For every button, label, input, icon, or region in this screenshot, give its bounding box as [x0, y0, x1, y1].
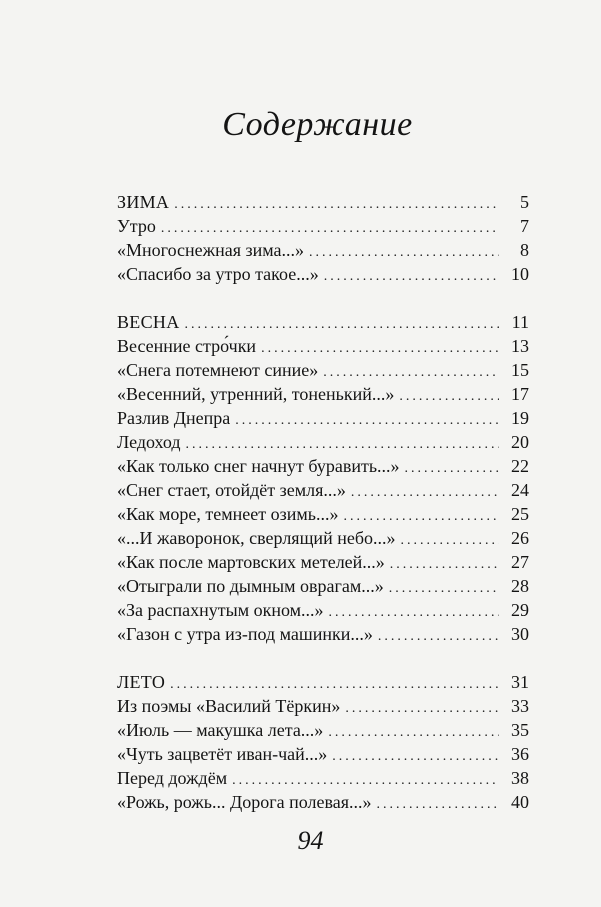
toc-entry-page: 33	[511, 696, 529, 716]
toc-entry-title: Утро	[117, 216, 156, 236]
toc-entry-title: «Чуть зацветёт иван-чай...»	[117, 744, 328, 764]
dot-leader	[332, 745, 499, 769]
toc-entry[interactable]	[117, 790, 529, 814]
dot-leader	[399, 385, 499, 409]
toc-entry-title: Весенние стро́чки	[117, 336, 257, 356]
toc-entry[interactable]	[117, 214, 529, 238]
toc-entry-title: Ледоход	[117, 432, 181, 452]
toc-entry-title: Разлив Днепра	[117, 408, 231, 428]
toc-entry[interactable]	[117, 550, 529, 574]
toc-entry-page: 30	[511, 624, 529, 644]
toc-entry-page: 20	[511, 432, 529, 452]
toc-entry-page: 29	[511, 600, 529, 620]
toc-entry-title: «Отыграли по дымным оврагам...»	[117, 576, 384, 596]
toc-entry-title: Перед дождём	[117, 768, 228, 788]
dot-leader	[174, 193, 499, 217]
toc-entry-title: ЛЕТО	[117, 672, 166, 692]
page-title: Содержание	[222, 106, 413, 143]
toc-entry[interactable]	[117, 310, 529, 334]
toc-entry[interactable]	[117, 502, 529, 526]
toc-entry-title: ЗИМА	[117, 192, 170, 212]
toc-entry[interactable]	[117, 478, 529, 502]
dot-leader	[405, 457, 499, 481]
toc-entry-page: 36	[511, 744, 529, 764]
page-number: 94	[297, 826, 324, 855]
toc-entry-title: «Рожь, рожь... Дорога полевая...»	[117, 792, 372, 812]
toc-entry-page: 11	[511, 312, 529, 332]
toc-entry[interactable]	[117, 742, 529, 766]
toc-entry-page: 38	[511, 768, 529, 788]
toc-entry[interactable]	[117, 622, 529, 646]
toc-entry[interactable]	[117, 382, 529, 406]
toc-entry[interactable]	[117, 766, 529, 790]
toc-section-spring	[117, 310, 529, 646]
toc-entry-title: «Многоснежная зима...»	[117, 240, 304, 260]
toc-entry-page: 10	[511, 264, 529, 284]
toc-entry[interactable]	[117, 670, 529, 694]
dot-leader	[400, 529, 499, 553]
toc-entry[interactable]	[117, 358, 529, 382]
dot-leader	[324, 265, 499, 289]
toc-entry[interactable]	[117, 238, 529, 262]
toc-entry[interactable]	[117, 574, 529, 598]
toc-entry-title: «Снег стает, отойдёт земля...»	[117, 480, 346, 500]
toc-entry-title: «Как море, темнеет озимь...»	[117, 504, 339, 524]
toc-entry-page: 22	[511, 456, 529, 476]
toc-entry-page: 17	[511, 384, 529, 404]
dot-leader	[345, 697, 499, 721]
toc-entry[interactable]	[117, 694, 529, 718]
dot-leader	[377, 793, 499, 817]
toc-entry-page: 40	[511, 792, 529, 812]
dot-leader	[351, 481, 499, 505]
toc-entry-page: 5	[520, 192, 529, 212]
toc-entry-page: 35	[511, 720, 529, 740]
toc-entry-page: 24	[511, 480, 529, 500]
toc-entry[interactable]	[117, 718, 529, 742]
toc-entry-title: «Как только снег начнут буравить...»	[117, 456, 400, 476]
toc-entry-page: 15	[511, 360, 529, 380]
toc-entry-page: 26	[511, 528, 529, 548]
toc-entry-page: 13	[511, 336, 529, 356]
toc-entry-page: 7	[520, 216, 529, 236]
toc-section-summer	[117, 670, 529, 814]
toc-entry-title: Из поэмы «Василий Тёркин»	[117, 696, 341, 716]
dot-leader	[378, 625, 499, 649]
dot-leader	[309, 241, 499, 265]
toc-entry-title: «За распахнутым окном...»	[117, 600, 324, 620]
toc-entry[interactable]	[117, 598, 529, 622]
toc-entry-page: 31	[511, 672, 529, 692]
dot-leader	[390, 553, 499, 577]
toc-entry[interactable]	[117, 526, 529, 550]
toc-entry[interactable]	[117, 430, 529, 454]
toc-entry-page: 28	[511, 576, 529, 596]
toc-entry-page: 27	[511, 552, 529, 572]
toc-entry-page: 25	[511, 504, 529, 524]
toc-entry[interactable]	[117, 454, 529, 478]
toc-entry-page: 19	[511, 408, 529, 428]
toc-entry[interactable]	[117, 334, 529, 358]
table-of-contents	[117, 190, 529, 838]
toc-entry-title: «Газон с утра из-под машинки...»	[117, 624, 373, 644]
dot-leader	[328, 721, 499, 745]
toc-entry-title: «Как после мартовских метелей...»	[117, 552, 385, 572]
toc-entry-title: «Снега потемнеют синие»	[117, 360, 319, 380]
toc-entry-title: «...И жаворонок, сверлящий небо...»	[117, 528, 396, 548]
toc-entry-title: «Весенний, утренний, тоненький...»	[117, 384, 395, 404]
dot-leader	[235, 409, 499, 433]
toc-entry-title: ВЕСНА	[117, 312, 180, 332]
toc-entry-title: «Июль — макушка лета...»	[117, 720, 324, 740]
toc-entry[interactable]	[117, 262, 529, 286]
toc-entry-title: «Спасибо за утро такое...»	[117, 264, 319, 284]
dot-leader	[389, 577, 499, 601]
toc-section-winter	[117, 190, 529, 286]
toc-entry[interactable]	[117, 406, 529, 430]
toc-entry[interactable]	[117, 190, 529, 214]
toc-entry-page: 8	[520, 240, 529, 260]
